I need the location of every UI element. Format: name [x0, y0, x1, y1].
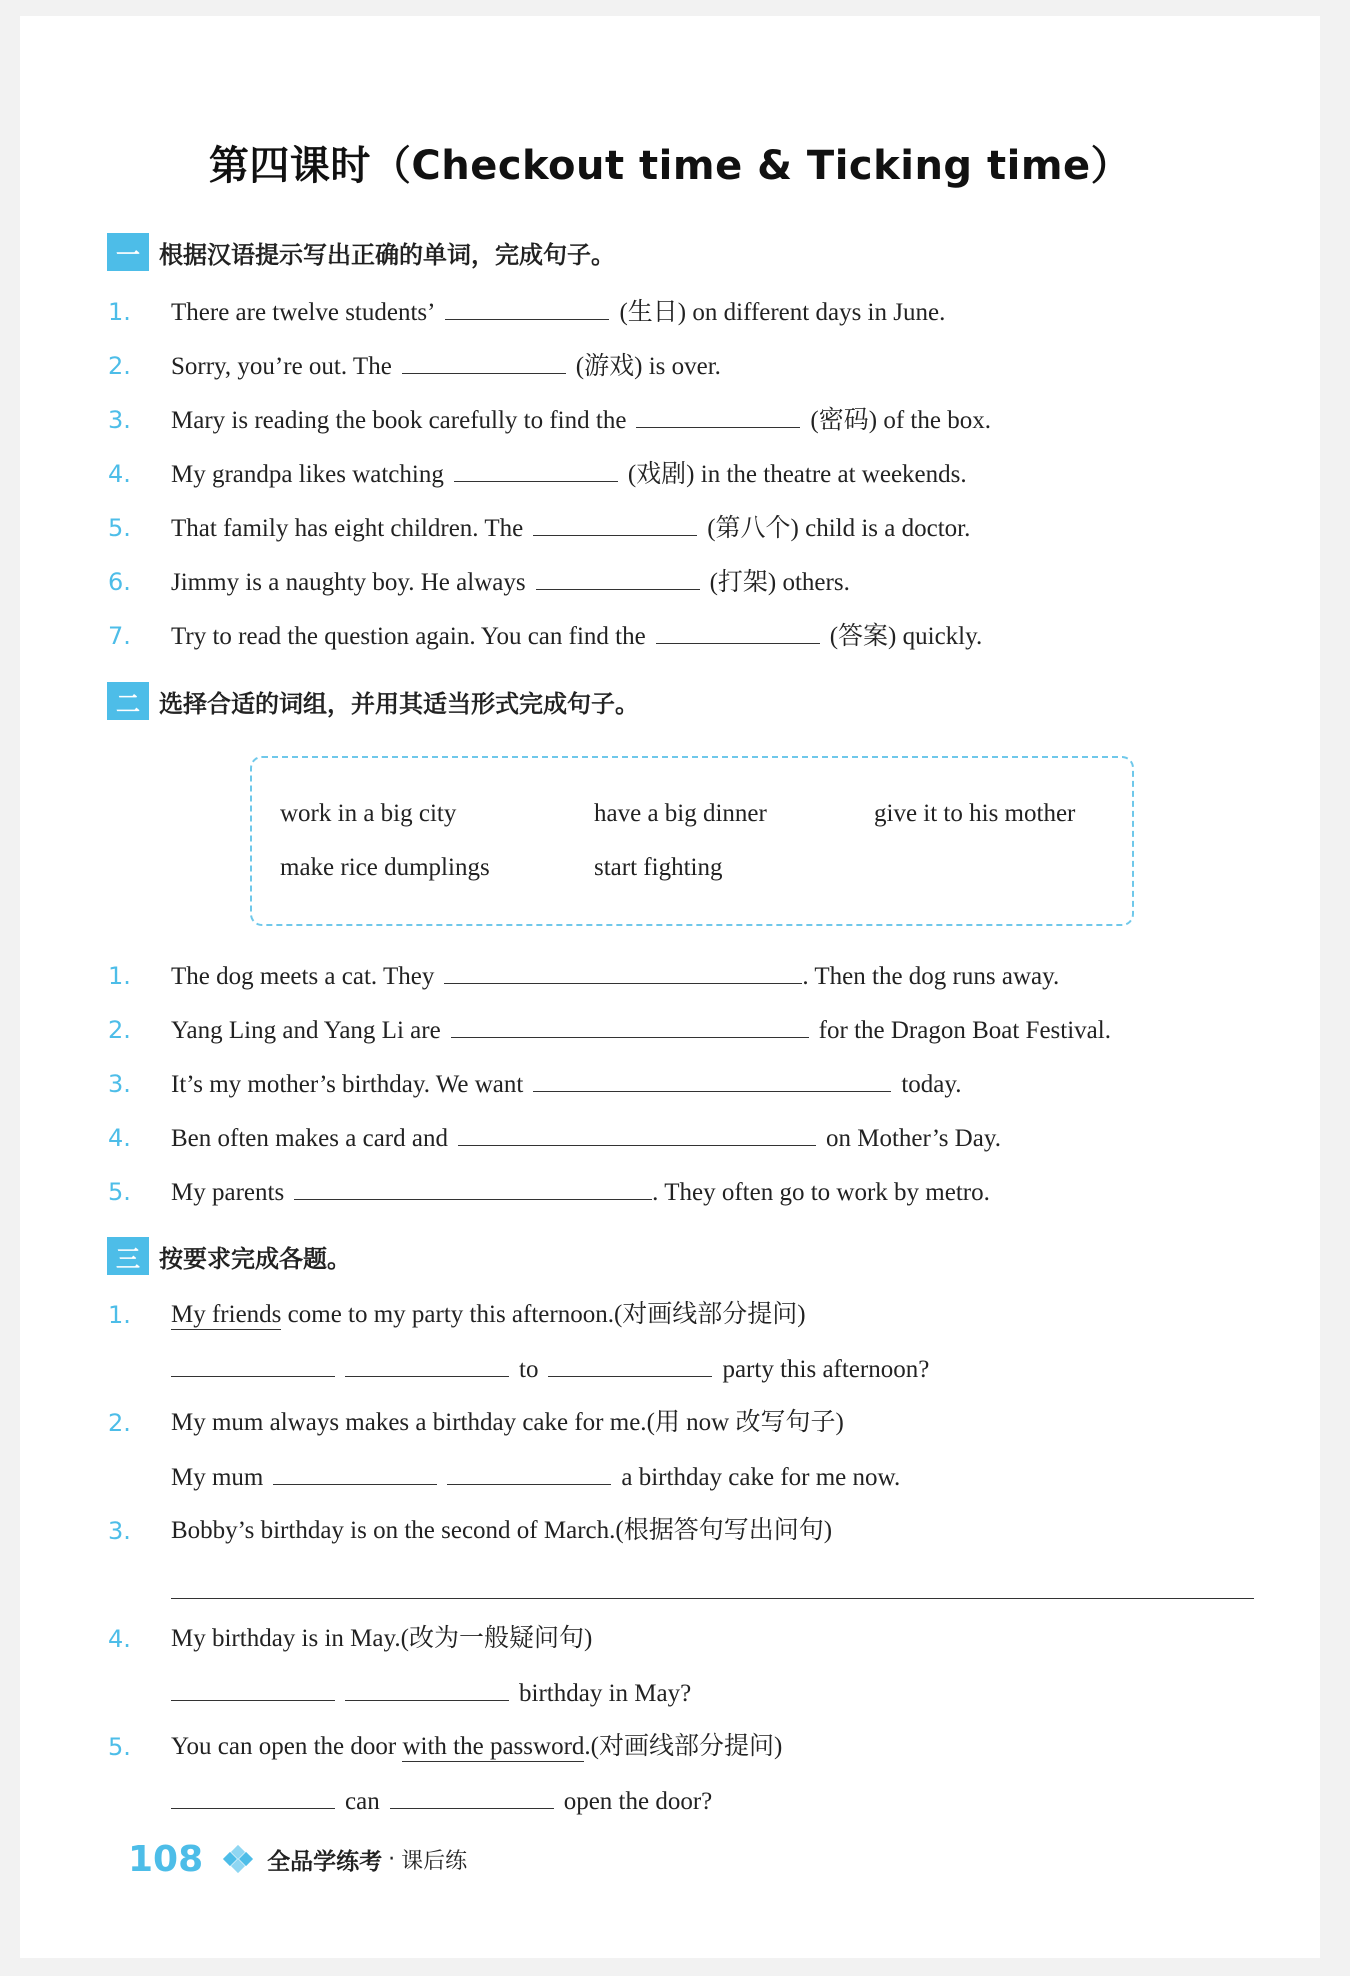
q1-1-pre: There are twelve students’	[171, 299, 436, 326]
q3-2-blank-2[interactable]	[447, 1462, 611, 1485]
q3-2-answer	[171, 1462, 900, 1493]
q3-1-rest: come to my party this afternoon.	[287, 1301, 614, 1328]
brand-subtitle: 课后练	[401, 1848, 468, 1874]
q2-4-pre: Ben often makes a card and	[171, 1125, 448, 1152]
section-3-instruction: 按要求完成各题。	[159, 1244, 351, 1273]
q3-5-pre: You can open the door	[171, 1733, 397, 1760]
q1-5-pre: That family has eight children. The	[171, 515, 524, 542]
word-bank-item: give it to his mother	[874, 800, 1076, 827]
word-bank-item: make rice dumplings	[280, 854, 490, 881]
section-2-instruction: 选择合适的词组，并用其适当形式完成句子。	[159, 689, 639, 718]
page-title: 第四课时（Checkout time & Ticking time）	[208, 143, 1132, 189]
q1-3-blank[interactable]	[636, 405, 800, 428]
q2-3-pre: It’s my mother’s birthday. We want	[171, 1071, 524, 1098]
q1-2-blank[interactable]	[402, 351, 566, 374]
q3-3-answer-line[interactable]	[171, 1598, 1254, 1599]
diamond-ornament-icon	[225, 1847, 249, 1871]
section-3-heading	[107, 1236, 351, 1276]
q1-2	[171, 351, 721, 382]
q2-5-blank[interactable]	[294, 1177, 652, 1200]
q1-1-post: (生日) on different days in June.	[619, 299, 946, 326]
q3-1-number: 1.	[108, 1301, 131, 1329]
q3-2-text: My mum always makes a birthday cake for me.	[171, 1409, 647, 1436]
q2-1-pre: The dog meets a cat. They	[171, 963, 435, 990]
q1-3-post: (密码) of the box.	[810, 407, 991, 434]
q3-2-blank-1[interactable]	[273, 1462, 437, 1485]
q2-4-post: on Mother’s Day.	[825, 1125, 1001, 1152]
q3-4-blank-1[interactable]	[171, 1678, 335, 1701]
q2-4-number: 4.	[108, 1124, 131, 1152]
q2-2	[171, 1015, 1111, 1046]
q1-3	[171, 405, 991, 436]
q2-5-number: 5.	[108, 1178, 131, 1206]
section-1-heading	[107, 232, 615, 272]
q2-4	[171, 1123, 1001, 1154]
q1-7-pre: Try to read the question again. You can find the	[171, 623, 646, 650]
q1-3-number: 3.	[108, 406, 131, 434]
worksheet-page	[20, 16, 1320, 1958]
q1-2-post: (游戏) is over.	[575, 353, 721, 380]
word-bank-item: start fighting	[594, 854, 723, 881]
q3-3	[171, 1516, 832, 1546]
q2-1-number: 1.	[108, 962, 131, 990]
q1-3-pre: Mary is reading the book carefully to find the	[171, 407, 627, 434]
q3-1	[171, 1300, 806, 1330]
q1-4-number: 4.	[108, 460, 131, 488]
q3-3-number: 3.	[108, 1517, 131, 1545]
q3-1-blank-1[interactable]	[171, 1354, 335, 1377]
q1-7	[171, 621, 982, 652]
q3-5-answer	[171, 1786, 712, 1817]
section-2-heading	[107, 681, 639, 721]
section-1-badge: 一	[107, 233, 149, 271]
word-bank-item: have a big dinner	[594, 800, 767, 827]
brand-separator: ·	[388, 1846, 396, 1872]
q1-4	[171, 459, 967, 490]
q1-1-blank[interactable]	[445, 297, 609, 320]
q2-5-pre: My parents	[171, 1179, 285, 1206]
section-1-instruction: 根据汉语提示写出正确的单词，完成句子。	[159, 240, 615, 269]
q3-1-hint: (对画线部分提问)	[613, 1301, 806, 1328]
q1-6-post: (打架) others.	[709, 569, 850, 596]
q1-7-post: (答案) quickly.	[829, 623, 983, 650]
q2-2-pre: Yang Ling and Yang Li are	[171, 1017, 441, 1044]
q3-4-blank-2[interactable]	[345, 1678, 509, 1701]
q1-7-blank[interactable]	[656, 621, 820, 644]
q3-3-hint: (根据答句写出问句)	[615, 1517, 833, 1544]
q1-1	[171, 297, 945, 328]
q3-1-blank-2[interactable]	[345, 1354, 509, 1377]
q2-3	[171, 1069, 962, 1100]
q3-2-answer-end: a birthday cake for me now.	[621, 1464, 901, 1491]
q3-2-hint: (用 now 改写句子)	[646, 1409, 844, 1436]
q2-5-post: . They often go to work by metro.	[652, 1179, 990, 1206]
q3-5-hint: (对画线部分提问)	[590, 1733, 783, 1760]
brand-name: 全品学练考	[267, 1848, 383, 1875]
q3-1-blank-3[interactable]	[548, 1354, 712, 1377]
q2-1	[171, 961, 1059, 992]
page-number: 108	[128, 1838, 204, 1880]
q2-2-number: 2.	[108, 1016, 131, 1044]
q3-3-text: Bobby’s birthday is on the second of March.	[171, 1517, 616, 1544]
q1-4-post: (戏剧) in the theatre at weekends.	[627, 461, 967, 488]
q3-1-underlined: My friends	[171, 1301, 282, 1328]
q1-7-number: 7.	[108, 622, 131, 650]
q2-2-blank[interactable]	[451, 1015, 809, 1038]
q3-1-answer	[171, 1354, 929, 1385]
q2-1-post: . Then the dog runs away.	[802, 963, 1060, 990]
q3-5-post: .	[584, 1733, 591, 1760]
q2-3-blank[interactable]	[533, 1069, 891, 1092]
section-3-badge: 三	[107, 1237, 149, 1275]
word-bank	[250, 756, 1134, 926]
q3-5-answer-mid: can	[345, 1788, 380, 1815]
q3-4-answer-end: birthday in May?	[519, 1680, 692, 1707]
section-2-badge: 二	[107, 682, 149, 720]
q1-6-pre: Jimmy is a naughty boy. He always	[171, 569, 526, 596]
q3-5-answer-end: open the door?	[563, 1788, 713, 1815]
q1-4-pre: My grandpa likes watching	[171, 461, 444, 488]
q3-4-answer	[171, 1678, 691, 1709]
q3-5	[171, 1732, 782, 1762]
word-bank-item: work in a big city	[280, 800, 457, 827]
q2-4-blank[interactable]	[458, 1123, 816, 1146]
q1-5-post: (第八个) child is a doctor.	[707, 515, 971, 542]
q1-6-blank[interactable]	[536, 567, 700, 590]
page-footer	[128, 1834, 467, 1884]
q3-5-number: 5.	[108, 1733, 131, 1761]
q3-2-number: 2.	[108, 1409, 131, 1437]
q1-1-number: 1.	[108, 298, 131, 326]
q3-2	[171, 1408, 844, 1438]
q1-5-blank[interactable]	[533, 513, 697, 536]
q3-4-number: 4.	[108, 1625, 131, 1653]
q2-5	[171, 1177, 990, 1208]
q3-4-text: My birthday is in May.	[171, 1625, 401, 1652]
q1-2-pre: Sorry, you’re out. The	[171, 353, 392, 380]
q1-6	[171, 567, 850, 598]
q2-3-number: 3.	[108, 1070, 131, 1098]
q3-5-blank-2[interactable]	[390, 1786, 554, 1809]
q2-3-post: today.	[901, 1071, 962, 1098]
q2-1-blank[interactable]	[444, 961, 802, 984]
q2-2-post: for the Dragon Boat Festival.	[818, 1017, 1111, 1044]
q3-1-answer-end: party this afternoon?	[722, 1356, 930, 1383]
q1-4-blank[interactable]	[454, 459, 618, 482]
q3-4-hint: (改为一般疑问句)	[400, 1625, 593, 1652]
q3-4	[171, 1624, 592, 1654]
q3-5-blank-1[interactable]	[171, 1786, 335, 1809]
q1-6-number: 6.	[108, 568, 131, 596]
q1-5	[171, 513, 970, 544]
q3-2-answer-pre: My mum	[171, 1464, 264, 1491]
q1-5-number: 5.	[108, 514, 131, 542]
q3-1-answer-mid: to	[519, 1356, 539, 1383]
q3-5-underlined: with the password	[402, 1733, 585, 1760]
q1-2-number: 2.	[108, 352, 131, 380]
